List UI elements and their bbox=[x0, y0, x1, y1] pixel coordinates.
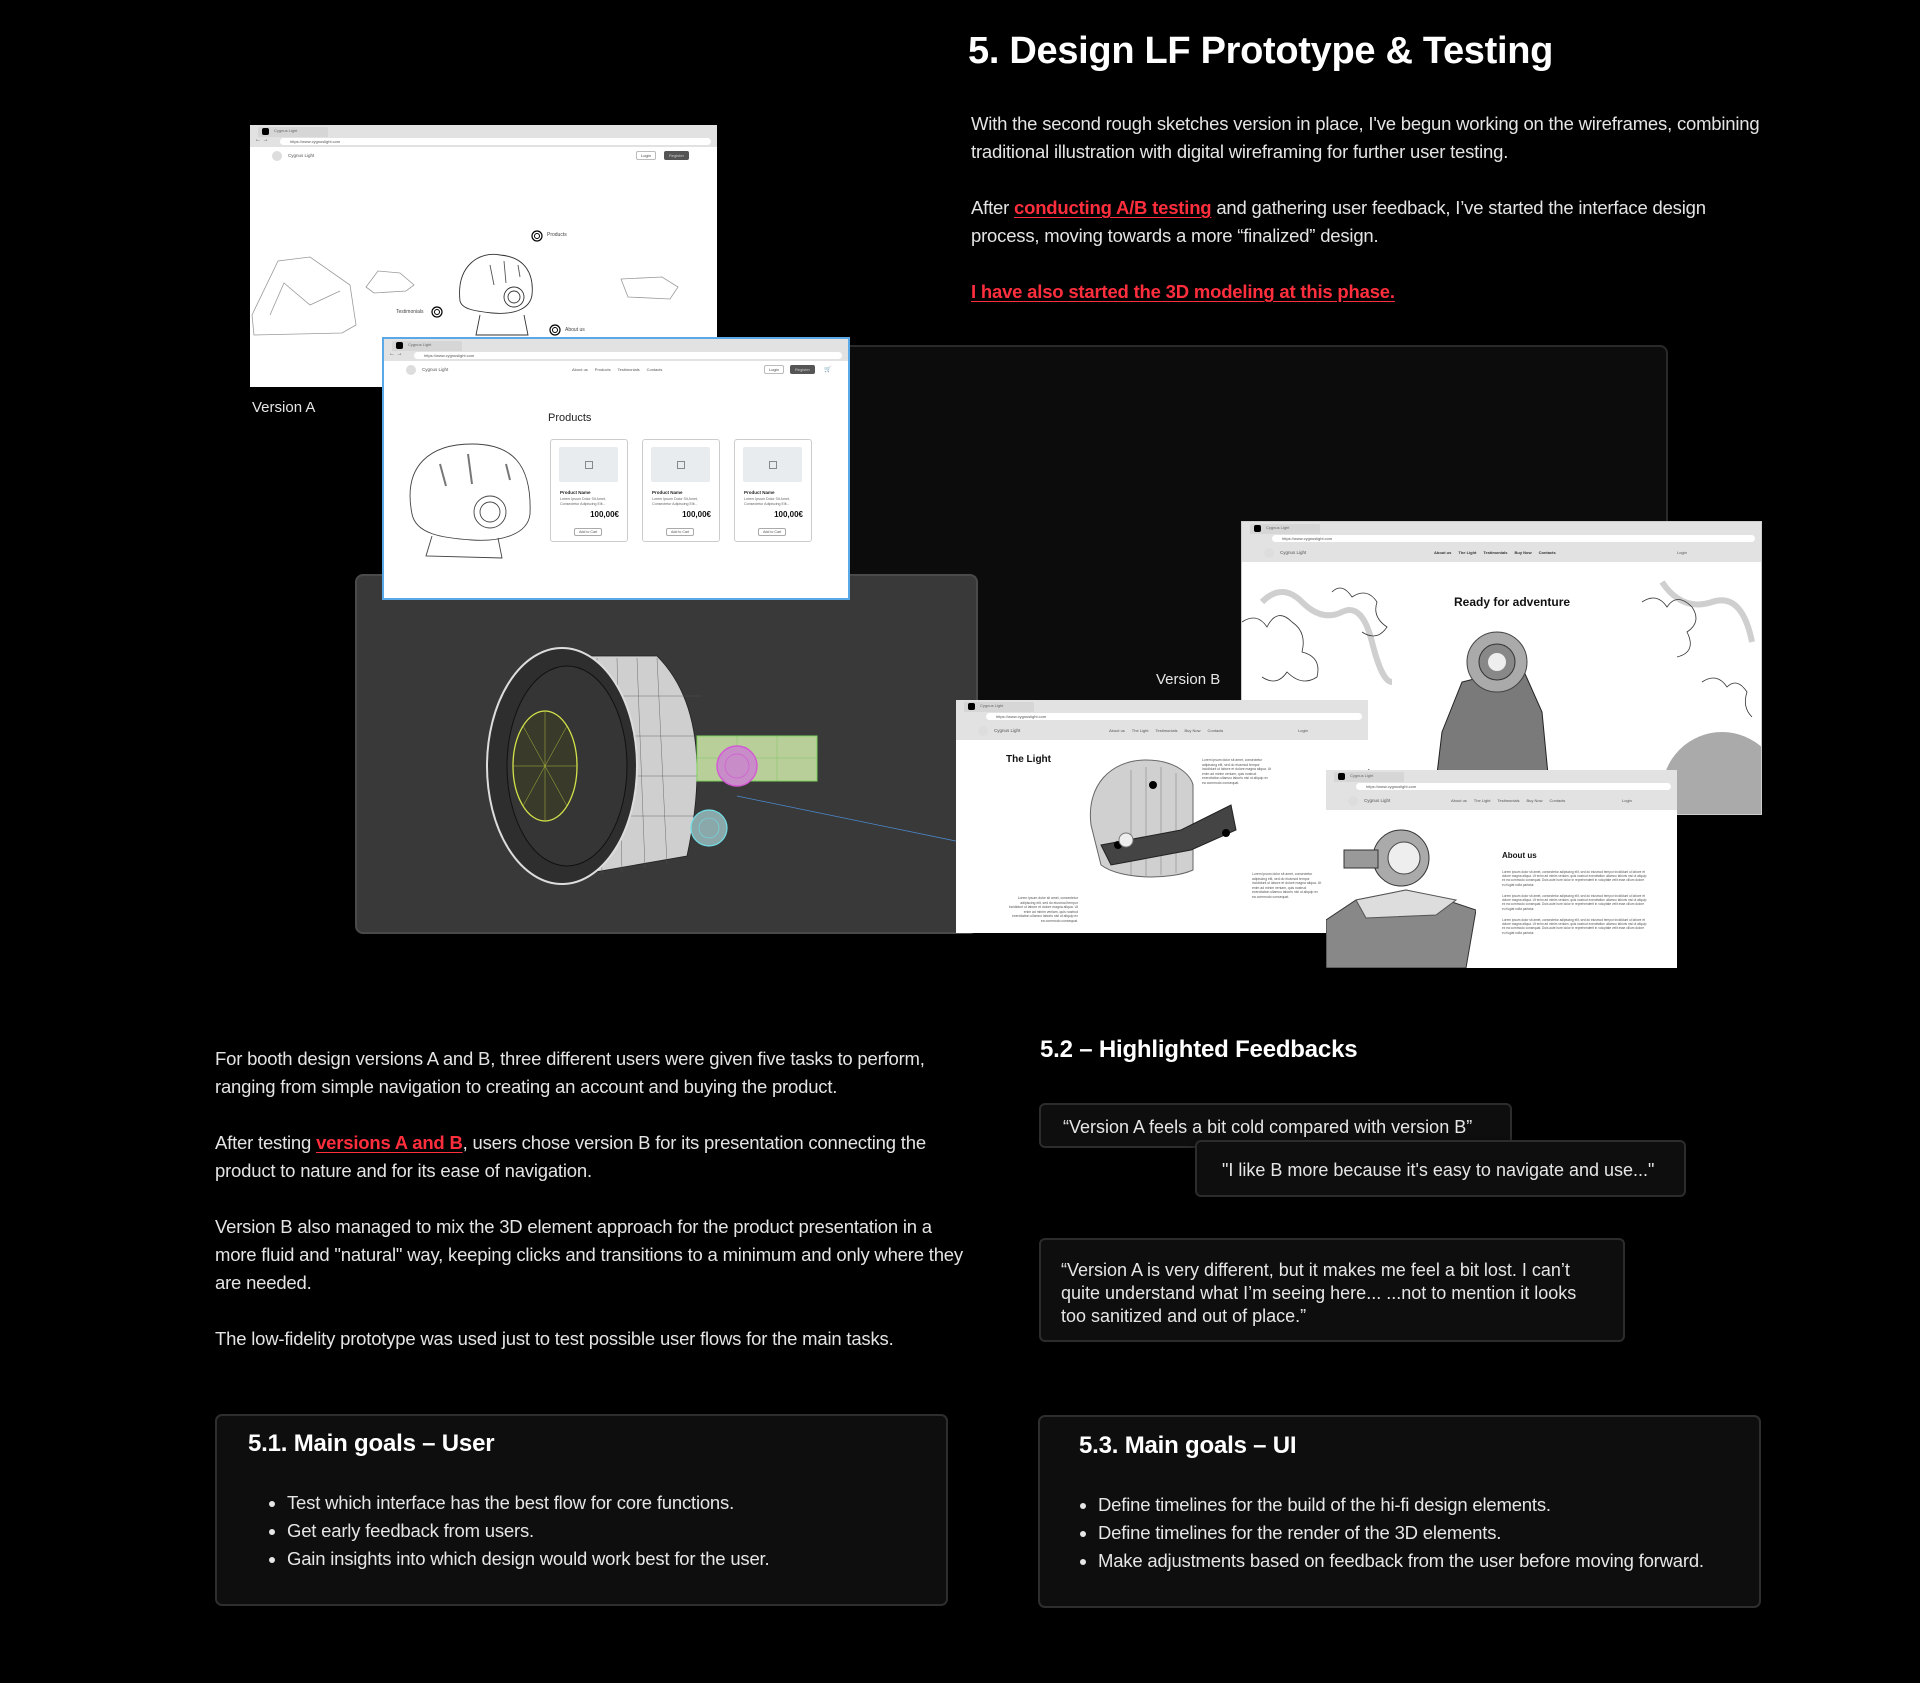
nav-the-light: The Light bbox=[1458, 550, 1477, 555]
ab-testing-link[interactable]: conducting A/B testing bbox=[1014, 197, 1212, 218]
browser-tab bbox=[1334, 772, 1404, 782]
intro-paragraph-2 bbox=[971, 194, 1771, 250]
browser-url-bar bbox=[956, 712, 1368, 722]
tab-title: Cygnus Light bbox=[408, 342, 432, 347]
goal-item: • Get early feedback from users. bbox=[287, 1517, 769, 1545]
site-navbar bbox=[1326, 792, 1677, 810]
product-name: Product Name bbox=[744, 490, 775, 495]
url-field: https://www.cygnuslight.com bbox=[986, 713, 1362, 720]
lorem-paragraph: Lorem ipsum dolor sit amet, consectetur adipiscing elit, sed do eiusmod tempor incididunt ut labore et dolore magna aliqua. Ut enim ad minim veniam, quis nostrud exercitation ullamco laboris nisi ut aliquip ex ea commodo consequat. bbox=[1008, 896, 1078, 923]
product-desc: Lorem Ipsum Dolor Sit Amet, Consectetur Adipiscing Elit... bbox=[652, 497, 698, 506]
login-link: Login bbox=[1677, 550, 1687, 555]
light-on-rock-illustration bbox=[1326, 820, 1476, 968]
add-to-cart-button: Add to Cart bbox=[758, 528, 786, 536]
product-desc: Lorem Ipsum Dolor Sit Amet, Consectetur Adipiscing Elit... bbox=[744, 497, 790, 506]
sketch-light-illustration bbox=[402, 424, 542, 564]
browser-tab-bar bbox=[250, 125, 717, 137]
3d-modeling-link[interactable]: I have also started the 3D modeling at this phase. bbox=[971, 281, 1395, 302]
url-field: https://www.cygnuslight.com bbox=[1356, 783, 1671, 790]
goal-item: • Make adjustments based on feedback from the user before moving forward. bbox=[1098, 1547, 1704, 1575]
version-b-caption: Version B bbox=[1156, 671, 1221, 688]
goal-item: • Define timelines for the build of the hi-fi design elements. bbox=[1098, 1491, 1704, 1519]
url-field: https://www.cygnuslight.com bbox=[280, 138, 711, 145]
tab-title: Cygnus Light bbox=[1266, 525, 1290, 530]
intro-paragraph-1: With the second rough sketches version in place, I've begun working on the wireframes, combining traditional illustration with digital wireframing for further user testing. bbox=[971, 113, 1760, 162]
3d-wireframe-light-model bbox=[357, 576, 978, 934]
brand-name: Cygnus Light bbox=[1280, 550, 1307, 555]
goals-ui-title: 5.3. Main goals – UI bbox=[1079, 1432, 1297, 1459]
logo-placeholder bbox=[978, 726, 988, 736]
nav-testimonials: Testimonials bbox=[1497, 798, 1520, 803]
lorem-paragraph: Lorem ipsum dolor sit amet, consectetur adipiscing elit, sed do eiusmod tempor incididunt ut labore et dolore magna aliqua. Ut enim ad minim veniam, quis nostrud exercitation ullamco laboris nisi ut aliquip ex ea commodo consequat. Duis aute irure dolor in reprehenderit in voluptate velit esse cillum dolore eu fugiat nulla pariatur. bbox=[1502, 870, 1647, 887]
browser-tab bbox=[392, 341, 462, 351]
login-link: Login bbox=[1622, 798, 1632, 803]
tab-title: Cygnus Light bbox=[274, 128, 298, 133]
lorem-paragraph: Lorem ipsum dolor sit amet, consectetur adipiscing elit, sed do eiusmod tempor incididunt ut labore et dolore magna aliqua. Ut enim ad minim veniam, quis nostrud exercitation ullamco laboris nisi ut aliquip ex ea commodo consequat. Duis aute irure dolor in reprehenderit in voluptate velit esse cillum dolore eu fugiat nulla pariatur. bbox=[1502, 918, 1647, 935]
hero-headline: Ready for adventure bbox=[1454, 595, 1571, 609]
favicon-icon bbox=[968, 703, 975, 710]
logo-placeholder bbox=[406, 365, 416, 375]
goals-ui-box bbox=[1038, 1415, 1761, 1608]
brand-name: Cygnus Light bbox=[422, 367, 449, 372]
page-title: 5. Design LF Prototype & Testing bbox=[968, 30, 1554, 72]
browser-tab-bar bbox=[1242, 522, 1761, 534]
wireframe-version-a-products bbox=[382, 337, 850, 600]
url-field: https://www.cygnuslight.com bbox=[1272, 535, 1755, 542]
favicon-icon bbox=[1338, 773, 1345, 780]
site-navbar bbox=[384, 361, 848, 379]
intro-text-after: and gathering user feedback, I’ve started the interface design process, moving towards a more “finalized” design. bbox=[971, 197, 1706, 246]
nav-buy-now: Buy Now bbox=[1514, 550, 1532, 555]
nav-testimonials: Testimonials bbox=[617, 367, 640, 372]
brand-name: Cygnus Light bbox=[994, 728, 1021, 733]
testing-paragraph-2 bbox=[215, 1129, 965, 1185]
goals-user-title: 5.1. Main goals – User bbox=[248, 1430, 495, 1457]
feedback-quote: “Version A is very different, but it makes me feel a bit lost. I can’t quite understand what I’m seeing here... ...not to mention it looks too sanitized and out of place.” bbox=[1039, 1238, 1625, 1342]
versions-ab-link[interactable]: versions A and B bbox=[316, 1132, 463, 1153]
favicon-icon bbox=[262, 128, 269, 135]
intro-text bbox=[971, 110, 1771, 334]
favicon-icon bbox=[1254, 525, 1261, 532]
nav-buy-now: Buy Now bbox=[1526, 798, 1543, 803]
nav-buy-now: Buy Now bbox=[1184, 728, 1201, 733]
3d-model-viewport bbox=[355, 574, 978, 934]
image-placeholder-icon bbox=[651, 447, 710, 482]
testing-paragraph-4: The low-fidelity prototype was used just to test possible user flows for the main tasks. bbox=[215, 1328, 894, 1349]
intro-paragraph-3 bbox=[971, 278, 1771, 306]
favicon-icon bbox=[396, 342, 403, 349]
product-card bbox=[734, 439, 812, 542]
product-price: 100,00€ bbox=[590, 510, 619, 519]
brand-name: Cygnus Light bbox=[288, 153, 315, 158]
lorem-paragraph: Lorem ipsum dolor sit amet, consectetur adipiscing elit, sed do eiusmod tempor incididunt ut labore et dolore magna aliqua. Ut enim ad minim veniam, quis nostrud exercitation ullamco laboris nisi ut aliquip ex ea commodo consequat. bbox=[1202, 758, 1272, 785]
browser-tab-bar bbox=[1326, 770, 1677, 782]
product-price: 100,00€ bbox=[682, 510, 711, 519]
nav-testimonials: Testimonials bbox=[1155, 728, 1178, 733]
feedbacks-title: 5.2 – Highlighted Feedbacks bbox=[1040, 1036, 1358, 1063]
nav-contacts: Contacts bbox=[1549, 798, 1566, 803]
goals-ui-list bbox=[1098, 1491, 1704, 1575]
product-name: Product Name bbox=[652, 490, 683, 495]
lorem-paragraph: Lorem ipsum dolor sit amet, consectetur adipiscing elit, sed do eiusmod tempor incididunt ut labore et dolore magna aliqua. Ut enim ad minim veniam, quis nostrud exercitation ullamco laboris nisi ut aliquip ex ea commodo consequat. bbox=[1252, 872, 1322, 899]
wireframe-version-b-the-light bbox=[956, 700, 1368, 933]
nav-arrows-icon: ← → bbox=[389, 351, 403, 357]
goal-item: • Define timelines for the render of the 3D elements. bbox=[1098, 1519, 1704, 1547]
testing-paragraph-3: Version B also managed to mix the 3D element approach for the product presentation in a more fluid and "natural" way, keeping clicks and transitions to a minimum and only where they are needed. bbox=[215, 1216, 963, 1293]
nav-links bbox=[1451, 798, 1565, 803]
nav-about: About us bbox=[1451, 798, 1467, 803]
nav-links bbox=[1109, 728, 1223, 733]
browser-tab bbox=[1250, 524, 1320, 534]
hotspot-about-label: About us bbox=[565, 327, 585, 333]
nav-products: Products bbox=[594, 367, 611, 372]
nav-links bbox=[1434, 550, 1556, 555]
goal-item: • Gain insights into which design would work best for the user. bbox=[287, 1545, 769, 1573]
product-price: 100,00€ bbox=[774, 510, 803, 519]
testing-text-after: , users chose version B for its presentation connecting the product to nature and for its ease of navigation. bbox=[215, 1132, 926, 1181]
brand-name: Cygnus Light bbox=[1364, 798, 1391, 803]
nav-the-light: The Light bbox=[1473, 798, 1491, 803]
browser-url-bar bbox=[1242, 534, 1761, 544]
feedback-quote: "I like B more because it's easy to navigate and use..." bbox=[1195, 1140, 1686, 1197]
url-field: https://www.cygnuslight.com bbox=[414, 352, 842, 359]
browser-tab bbox=[258, 127, 328, 137]
product-card bbox=[642, 439, 720, 542]
site-navbar bbox=[956, 722, 1368, 740]
hotspot-testimonials-label: Testimonials bbox=[396, 309, 424, 315]
browser-url-bar bbox=[1326, 782, 1677, 792]
product-desc: Lorem Ipsum Dolor Sit Amet, Consectetur Adipiscing Elit... bbox=[560, 497, 606, 506]
goal-item: • Test which interface has the best flow for core functions. bbox=[287, 1489, 769, 1517]
add-to-cart-button: Add to Cart bbox=[574, 528, 602, 536]
feedback-quote: “Version A feels a bit cold compared with version B” bbox=[1039, 1103, 1512, 1148]
hotspot-products-label: Products bbox=[547, 232, 567, 238]
nav-contacts: Contacts bbox=[1538, 550, 1556, 555]
nav-links bbox=[572, 367, 662, 372]
version-a-caption: Version A bbox=[252, 399, 316, 416]
login-button: Login bbox=[764, 365, 784, 374]
logo-placeholder bbox=[272, 151, 282, 161]
hotspot-icons bbox=[432, 231, 560, 335]
browser-tab-bar bbox=[384, 339, 848, 351]
image-placeholder-icon bbox=[743, 447, 802, 482]
tab-title: Cygnus Light bbox=[980, 703, 1004, 708]
tab-title: Cygnus Light bbox=[1350, 773, 1374, 778]
add-to-cart-button: Add to Cart bbox=[666, 528, 694, 536]
goals-user-box bbox=[215, 1414, 948, 1606]
site-navbar bbox=[1242, 544, 1761, 562]
register-button: Register bbox=[664, 151, 689, 160]
testing-description bbox=[215, 1045, 965, 1381]
cart-icon: 🛒 bbox=[824, 367, 832, 373]
lorem-paragraph: Lorem ipsum dolor sit amet, consectetur adipiscing elit, sed do eiusmod tempor incididunt ut labore et dolore magna aliqua. Ut enim ad minim veniam, quis nostrud exercitation ullamco laboris nisi ut aliquip ex ea commodo consequat. Duis aute irure dolor in reprehenderit in voluptate velit esse cillum dolore eu fugiat nulla pariatur. bbox=[1502, 894, 1647, 911]
products-section-title: Products bbox=[548, 412, 592, 424]
browser-url-bar bbox=[384, 351, 848, 361]
logo-placeholder bbox=[1348, 796, 1358, 806]
wireframe-version-b-about bbox=[1326, 770, 1677, 968]
image-placeholder-icon bbox=[559, 447, 618, 482]
nav-about: About us bbox=[1109, 728, 1125, 733]
logo-placeholder bbox=[1264, 548, 1274, 558]
nav-testimonials: Testimonials bbox=[1483, 550, 1508, 555]
nav-about: About us bbox=[1434, 550, 1452, 555]
login-link: Login bbox=[1298, 728, 1308, 733]
nav-contacts: Contacts bbox=[1207, 728, 1224, 733]
testing-text-before: After testing bbox=[215, 1132, 317, 1153]
nav-arrows-icon: ← → bbox=[255, 137, 269, 143]
login-button: Login bbox=[636, 151, 656, 160]
about-headline: About us bbox=[1502, 851, 1537, 860]
the-light-headline: The Light bbox=[1006, 754, 1051, 765]
goals-user-list bbox=[287, 1489, 769, 1573]
product-card bbox=[550, 439, 628, 542]
browser-tab-bar bbox=[956, 700, 1368, 712]
browser-tab bbox=[964, 702, 1034, 712]
site-navbar bbox=[250, 147, 717, 165]
browser-url-bar bbox=[250, 137, 717, 147]
register-button: Register bbox=[790, 365, 815, 374]
nav-the-light: The Light bbox=[1131, 728, 1149, 733]
testing-paragraph-1: For booth design versions A and B, three different users were given five tasks to perform, ranging from simple navigation to creating an account and buying the product. bbox=[215, 1048, 925, 1097]
intro-text-before: After bbox=[971, 197, 1015, 218]
nav-about: About us bbox=[572, 367, 588, 372]
nav-contacts: Contacts bbox=[646, 367, 663, 372]
product-name: Product Name bbox=[560, 490, 591, 495]
